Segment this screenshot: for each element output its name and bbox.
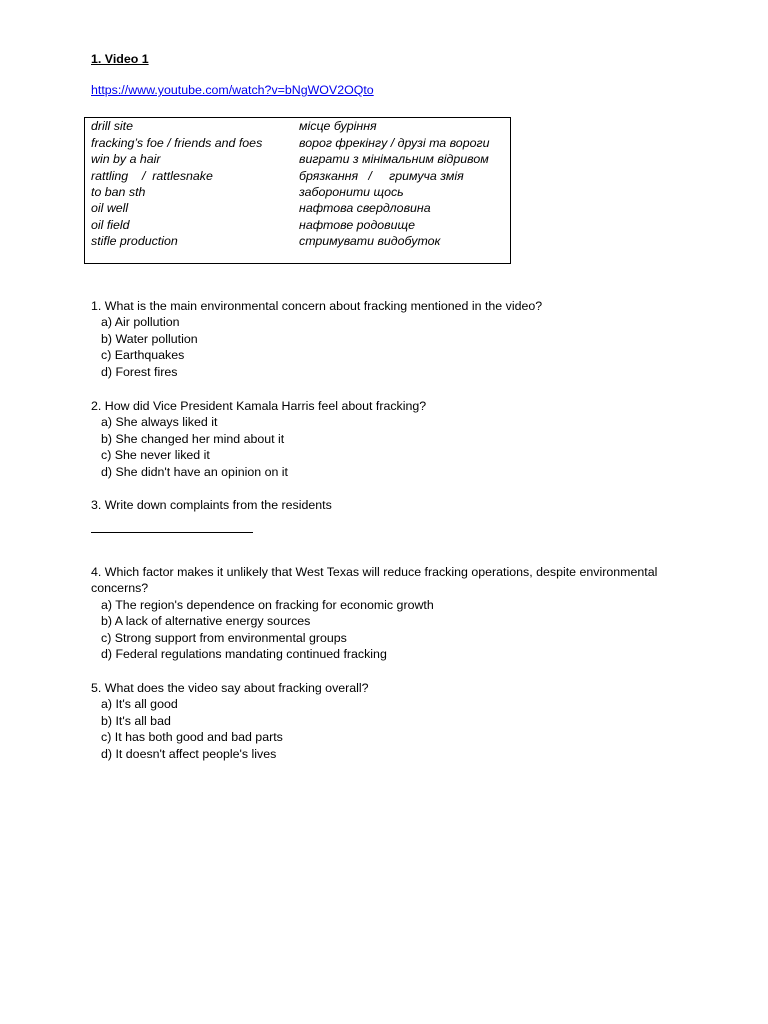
vocabulary-row	[85, 168, 510, 184]
answer-option: d) Federal regulations mandating continued fracking	[101, 647, 387, 662]
vocabulary-row	[85, 184, 510, 200]
vocabulary-translation: брязкання / гримуча змія	[299, 168, 464, 183]
question-text: 1. What is the main environmental concern about fracking mentioned in the video?	[91, 299, 543, 313]
answer-option: a) She always liked it	[101, 415, 218, 430]
vocabulary-term: to ban sth	[91, 185, 146, 199]
question-text: 4. Which factor makes it unlikely that West Texas will reduce fracking operations, despite environmental concerns?	[91, 565, 658, 596]
vocabulary-translation: ворог фрекінгу / друзі та вороги	[299, 135, 490, 150]
answer-option: b) She changed her mind about it	[101, 431, 285, 446]
question-1	[91, 298, 711, 380]
vocabulary-translation: стримувати видобуток	[299, 234, 441, 248]
answer-option: a) Air pollution	[101, 315, 180, 330]
vocabulary-term: drill site	[91, 119, 133, 133]
vocabulary-table	[84, 117, 511, 264]
answer-option: c) She never liked it	[101, 448, 210, 463]
answer-option: a) It's all good	[101, 697, 178, 712]
vocabulary-term: stifle production	[91, 234, 178, 248]
vocabulary-term: fracking’s foe / friends and foes	[91, 135, 263, 150]
question-2	[91, 398, 711, 480]
vocabulary-row	[85, 200, 510, 216]
question-3	[91, 497, 711, 513]
question-text: 2. How did Vice President Kamala Harris feel about fracking?	[91, 399, 427, 413]
vocabulary-row	[85, 233, 510, 249]
vocabulary-row	[85, 135, 510, 151]
answer-option: d) She didn't have an opinion on it	[101, 464, 288, 479]
question-text: 3. Write down complaints from the residents	[91, 498, 332, 512]
answer-blank-line[interactable]	[91, 532, 253, 533]
vocabulary-term: win by a hair	[91, 152, 161, 166]
vocabulary-row	[85, 118, 510, 134]
answer-option: b) Water pollution	[101, 331, 198, 346]
answer-option: c) Earthquakes	[101, 348, 185, 363]
vocabulary-translation: нафтове родовище	[299, 217, 415, 232]
video-link[interactable]: https://www.youtube.com/watch?v=bNgWOV2OQto	[91, 83, 374, 97]
vocabulary-translation: місце буріння	[299, 119, 377, 133]
vocabulary-translation: нафтова свердловина	[299, 201, 431, 215]
vocabulary-row	[85, 151, 510, 167]
question-5	[91, 680, 711, 762]
answer-option: b) A lack of alternative energy sources	[101, 614, 311, 629]
answer-option: d) It doesn't affect people's lives	[101, 746, 277, 761]
answer-option: a) The region's dependence on fracking for economic growth	[101, 597, 434, 612]
vocabulary-term: oil field	[91, 217, 130, 232]
question-4	[91, 564, 711, 662]
answer-option: c) It has both good and bad parts	[101, 730, 283, 745]
vocabulary-term: oil well	[91, 201, 129, 215]
answer-option: b) It's all bad	[101, 713, 171, 728]
answer-option: c) Strong support from environmental groups	[101, 630, 347, 645]
vocabulary-translation: виграти з мінімальним відривом	[299, 152, 489, 166]
vocabulary-row	[85, 217, 510, 233]
vocabulary-translation: заборонити щось	[299, 185, 404, 199]
section-heading: 1. Video 1	[91, 52, 149, 66]
question-text: 5. What does the video say about fracking overall?	[91, 681, 369, 695]
vocabulary-term: rattling / rattlesnake	[91, 168, 213, 183]
answer-option: d) Forest fires	[101, 364, 178, 379]
